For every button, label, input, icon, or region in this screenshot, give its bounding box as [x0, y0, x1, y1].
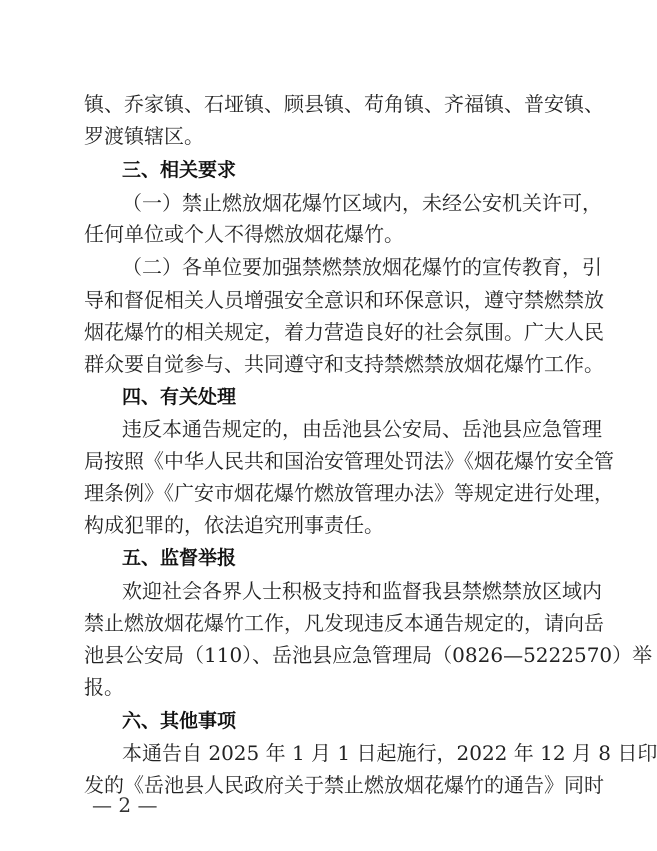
- paragraph-line: 任何单位或个人不得燃放烟花爆竹。: [84, 222, 404, 246]
- paragraph-line: 群众要自觉参与、共同遵守和支持禁燃禁放烟花爆竹工作。: [84, 352, 604, 376]
- paragraph-line: 违反本通告规定的，由岳池县公安局、岳池县应急管理: [122, 417, 602, 441]
- page-number: — 2 —: [92, 793, 158, 817]
- section-heading-requirements: 三、相关要求: [122, 159, 237, 181]
- paragraph-line: 报。: [84, 675, 124, 699]
- paragraph-line: 发的《岳池县人民政府关于禁止燃放烟花爆竹的通告》同时: [84, 773, 604, 797]
- paragraph-line: 禁止燃放烟花爆竹工作，凡发现违反本通告规定的，请向岳: [84, 611, 604, 635]
- section-heading-handling: 四、有关处理: [122, 386, 237, 408]
- section-heading-other: 六、其他事项: [122, 710, 237, 732]
- paragraph-line: 池县公安局（110）、岳池县应急管理局（0826—5222570）举: [84, 643, 653, 667]
- paragraph-line: 罗渡镇辖区。: [84, 124, 204, 148]
- paragraph-line: 构成犯罪的，依法追究刑事责任。: [84, 513, 384, 537]
- paragraph-line: （二）各单位要加强禁燃禁放烟花爆竹的宣传教育，引: [122, 255, 602, 279]
- paragraph-line: 欢迎社会各界人士积极支持和监督我县禁燃禁放区域内: [122, 579, 602, 603]
- paragraph-line: 本通告自 2025 年 1 月 1 日起施行，2022 年 12 月 8 日印: [122, 741, 657, 765]
- paragraph-line: 理条例》《广安市烟花爆竹燃放管理办法》等规定进行处理，: [84, 481, 614, 505]
- section-heading-reporting: 五、监督举报: [122, 547, 237, 569]
- paragraph-line: 烟花爆竹的相关规定，着力营造良好的社会氛围。广大人民: [84, 320, 604, 344]
- paragraph-line: （一）禁止燃放烟花爆竹区域内，未经公安机关许可，: [122, 191, 602, 215]
- paragraph-line: 导和督促相关人员增强安全意识和环保意识，遵守禁燃禁放: [84, 288, 604, 312]
- paragraph-line: 镇、乔家镇、石垭镇、顾县镇、苟角镇、齐福镇、普安镇、: [84, 92, 604, 116]
- paragraph-line: 局按照《中华人民共和国治安管理处罚法》《烟花爆竹安全管: [84, 449, 614, 473]
